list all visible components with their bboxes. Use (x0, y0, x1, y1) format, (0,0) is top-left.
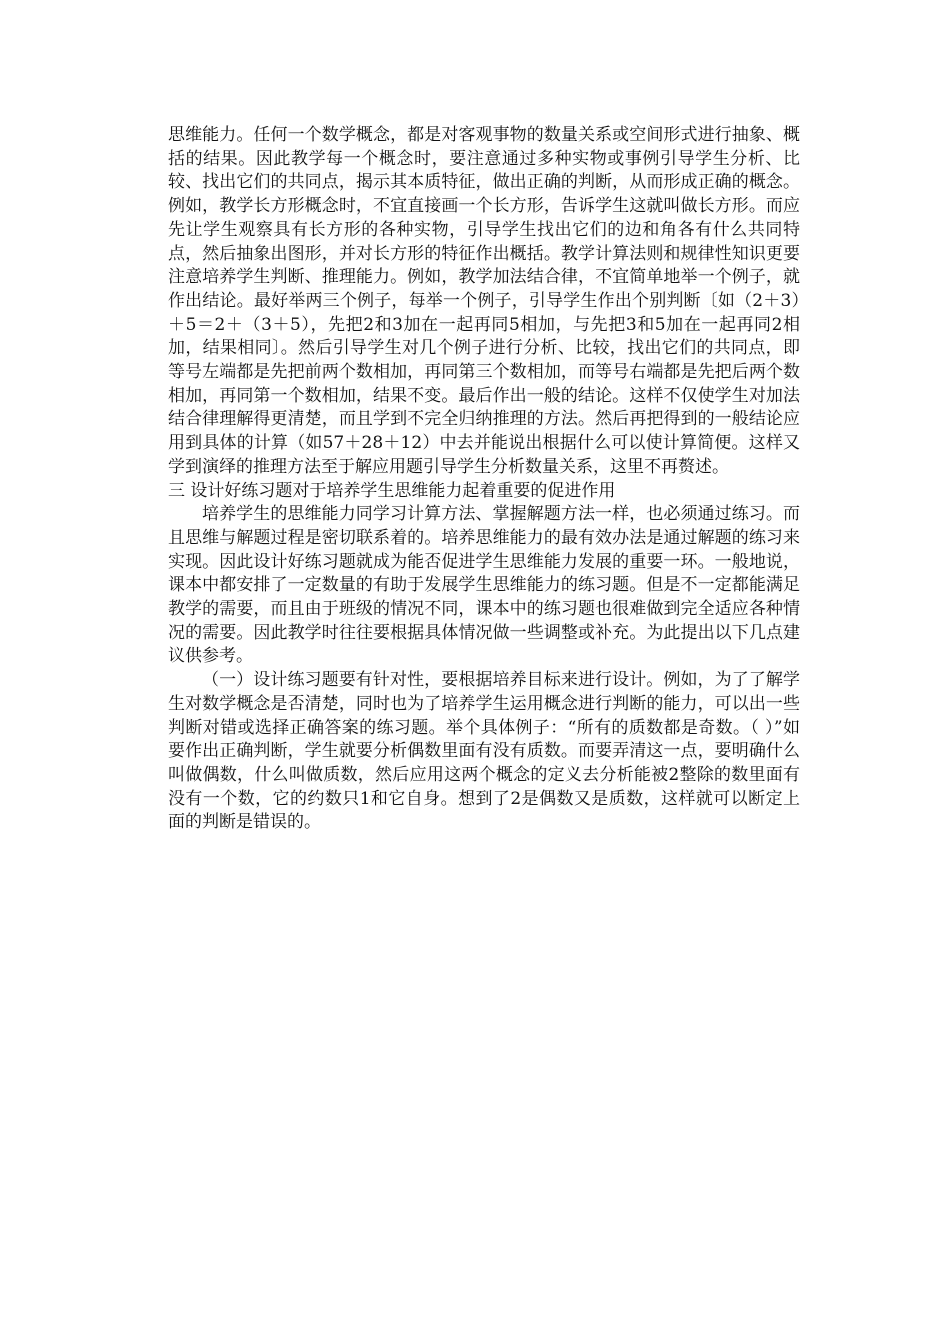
body-paragraph: 培养学生的思维能力同学习计算方法、掌握解题方法一样，也必须通过练习。而且思维与解题过程是密切联系着的。培养思维能力的最有效办法是通过解题的练习来实现。因此设计好练习题就成为能否促进学生思维能力发展的重要一环。一般地说，课本中都安排了一定数量的有助于发展学生思维能力的练习题。但是不一定都能满足教学的需要，而且由于班级的情况不同，课本中的练习题也很难做到完全适应各种情况的需要。因此教学时往往要根据具体情况做一些调整或补充。为此提出以下几点建议供参考。 (168, 504, 800, 667)
document-body (168, 124, 800, 835)
section-heading-3: 三 设计好练习题对于培养学生思维能力起着重要的促进作用 (168, 480, 616, 501)
body-paragraph-continuation: 思维能力。任何一个数学概念，都是对客观事物的数量关系或空间形式进行抽象、概括的结果。因此教学每一个概念时，要注意通过多种实物或事例引导学生分析、比较、找出它们的共同点，揭示其本质特征，做出正确的判断，从而形成正确的概念。例如，教学长方形概念时，不宜直接画一个长方形，告诉学生这就叫做长方形。而应先让学生观察具有长方形的各种实物，引导学生找出它们的边和角各有什么共同特点，然后抽象出图形，并对长方形的特征作出概括。教学计算法则和规律性知识更要注意培养学生判断、推理能力。例如，教学加法结合律，不宜简单地举一个例子，就作出结论。最好举两三个例子，每举一个例子，引导学生作出个别判断〔如（2＋3）＋5＝2＋（3＋5），先把2和3加在一起再同5相加，与先把3和5加在一起再同2相加，结果相同〕。然后引导学生对几个例子进行分析、比较，找出它们的共同点，即等号左端都是先把前两个数相加，再同第三个数相加，而等号右端都是先把后两个数相加，再同第一个数相加，结果不变。最后作出一般的结论。这样不仅使学生对加法结合律理解得更清楚，而且学到不完全归纳推理的方法。然后再把得到的一般结论应用到具体的计算（如57＋28＋12）中去并能说出根据什么可以使计算简便。这样又学到演绎的推理方法至于解应用题引导学生分析数量关系，这里不再赘述。 (168, 125, 800, 477)
body-paragraph: （一）设计练习题要有针对性，要根据培养目标来进行设计。例如，为了了解学生对数学概念是否清楚，同时也为了培养学生运用概念进行判断的能力，可以出一些判断对错或选择正确答案的练习题。举个具体例子：“所有的质数都是奇数。（ ）”如要作出正确判断，学生就要分析偶数里面有没有质数。而要弄清这一点，要明确什么叫做偶数，什么叫做质数，然后应用这两个概念的定义去分析能被2整除的数里面有没有一个数，它的约数只1和它自身。想到了2是偶数又是质数，这样就可以断定上面的判断是错误的。 (168, 670, 800, 833)
